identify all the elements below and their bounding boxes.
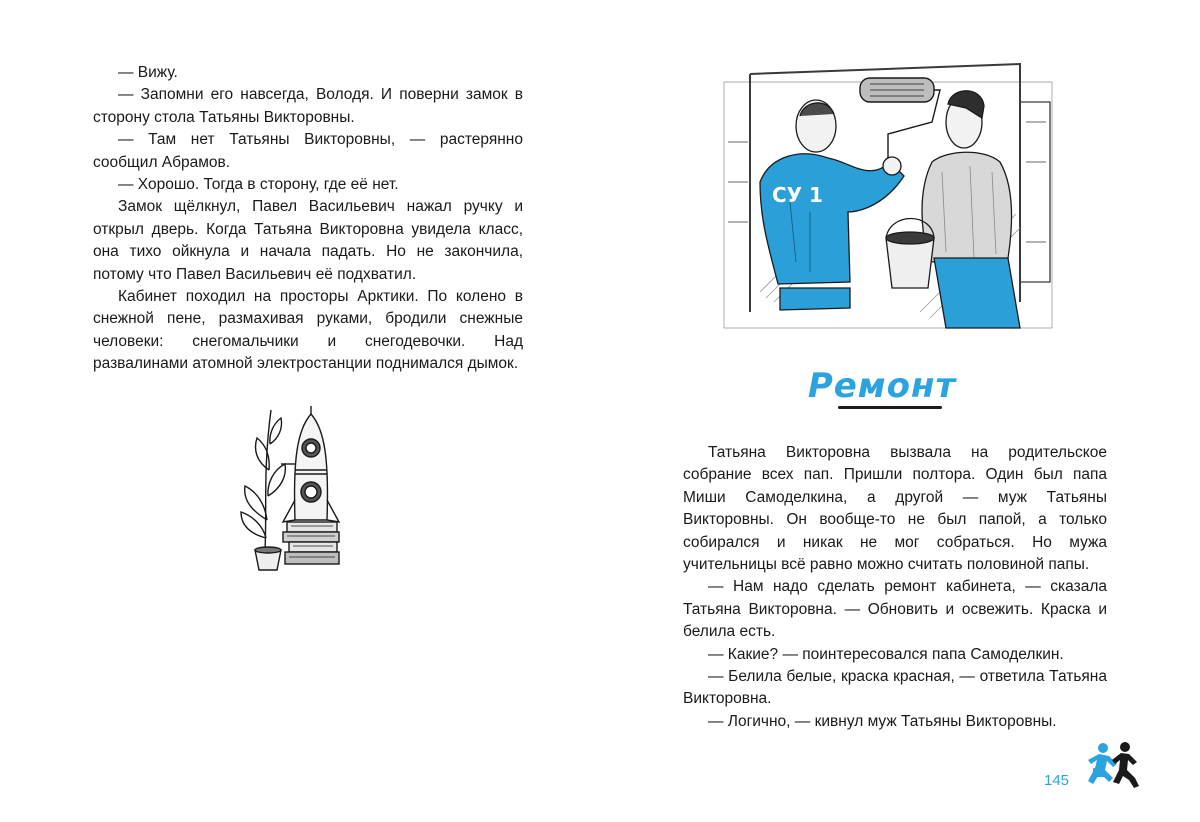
paragraph: — Запомни его навсегда, Володя. И поверни замок в сторону стола Татьяны Викторовны. bbox=[93, 86, 523, 126]
paragraph: Татьяна Викторовна вызвала на родительское собрание всех пап. Пришли полтора. Один был папа Миши Самоделкина, а другой — муж Татьяны Викторовны. Он вообще-то не был папой, а только собирался и никак не мог собраться. Но мужа учительницы всё равно можно считать половиной папы. bbox=[683, 444, 1107, 574]
paragraph: — Вижу. bbox=[118, 64, 178, 81]
paragraph: — Хорошо. Тогда в сторону, где её нет. bbox=[118, 176, 399, 194]
running-figures-icon bbox=[1083, 740, 1143, 790]
painting-workers-illustration bbox=[720, 62, 1056, 332]
paragraph: — Какие? — поинтересовался папа Самоделкин. bbox=[708, 645, 1064, 663]
left-page-text bbox=[93, 62, 523, 376]
right-page bbox=[600, 0, 1200, 822]
plant-and-rocket-illustration bbox=[237, 400, 349, 578]
chapter-title: Ремонт bbox=[807, 366, 957, 406]
right-page-text bbox=[683, 442, 1107, 733]
paragraph: Кабинет походил на просторы Арктики. По колено в снежной пене, размахивая руками, бродили снежные человеки: снегомальчики и снегодевочки. Над развалинами атомной электростанции поднимался дымок. bbox=[93, 288, 523, 373]
page-number: 145 bbox=[1044, 772, 1070, 789]
paragraph: — Там нет Татьяны Викторовны, — растерянно сообщил Абрамов. bbox=[93, 131, 523, 171]
paragraph: Замок щёлкнул, Павел Васильевич нажал ручку и открыл дверь. Когда Татьяна Викторовна увидела класс, она тихо ойкнула и начала падать. Но не закончила, потому что Павел Васильевич её подхватил. bbox=[93, 198, 523, 283]
uniform-label: СУ 1 bbox=[772, 183, 823, 207]
title-underline bbox=[838, 406, 942, 409]
paragraph: — Белила белые, краска красная, — ответила Татьяна Викторовна. bbox=[683, 668, 1107, 708]
paragraph: — Логично, — кивнул муж Татьяны Викторовны. bbox=[708, 712, 1057, 730]
paragraph: — Нам надо сделать ремонт кабинета, — сказала Татьяна Викторовна. — Обновить и освежить. Краска и белила есть. bbox=[683, 578, 1107, 641]
